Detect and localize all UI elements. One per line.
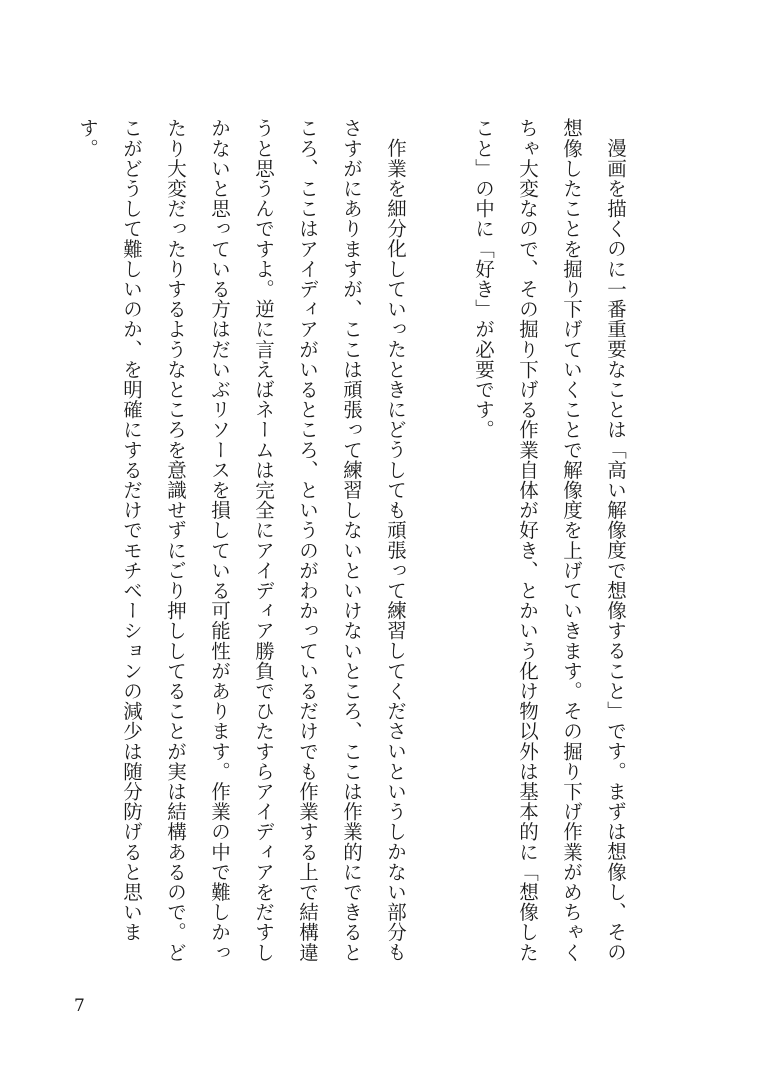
page-number: 7 bbox=[74, 996, 85, 1016]
paragraph-2: 作業を細分化していったときにどうしても頑張って練習してくださいというしかない部分もさすがにありますが、ここは頑張って練習しないといけないところ、ここは作業的にできるところ、ここはアイディアがいるところ、というのがわかっているだけでも作業する上で結構違うと思うんですよ。逆に言えばネームは完全にアイディア勝負でひたすらアイディアをだすしかないと思っている方はだいぶリソースを損している可能性があります。作業の中で難しかったり大変だったりするようなところを意識せずにごり押ししてることが実は結構あるので。どこがどうして難しいのか、を明確にするだけでモチベーションの減少は随分防げると思います。 bbox=[76, 118, 407, 963]
paragraph-1: 漫画を描くのに一番重要なことは「高い解像度で想像すること」です。まずは想像し、その想像したことを掘り下げていくことで解像度を上げていきます。その掘り下げ作業がめちゃくちゃ大変なので、その掘り下げる作業自体が好き、とかいう化け物以外は基本的に「想像したこと」の中に「好き」が必要です。 bbox=[472, 118, 627, 963]
vertical-text-body bbox=[76, 118, 637, 978]
